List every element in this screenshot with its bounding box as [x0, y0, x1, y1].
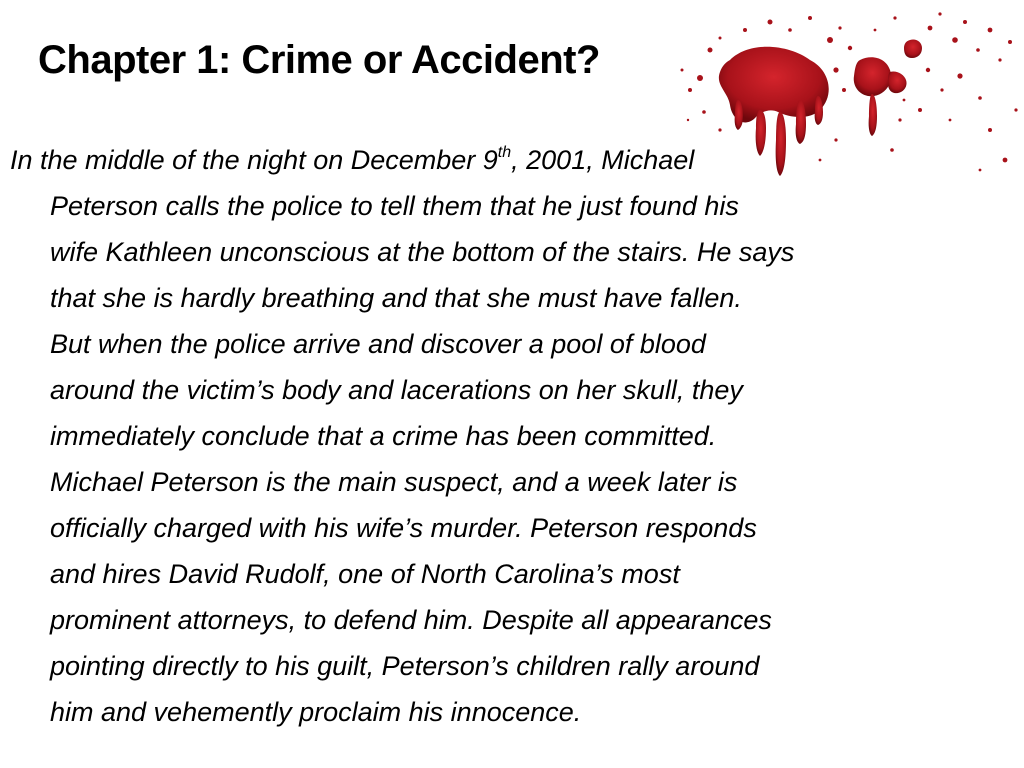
- line-1-text-start: In the middle of the night on December 9: [10, 145, 498, 175]
- paragraph-line-1: [10, 137, 1014, 183]
- line-1-text-end: , 2001, Michael: [511, 145, 695, 175]
- paragraph-line: pointing directly to his guilt, Peterson’s children rally around: [50, 651, 760, 681]
- paragraph-line: prominent attorneys, to defend him. Despite all appearances: [50, 605, 772, 635]
- paragraph-line: officially charged with his wife’s murder. Peterson responds: [50, 513, 757, 543]
- paragraph-line: immediately conclude that a crime has been committed.: [50, 421, 717, 451]
- paragraph-line: and hires David Rudolf, one of North Carolina’s most: [50, 559, 680, 589]
- paragraph-line: him and vehemently proclaim his innocence.: [50, 697, 582, 727]
- paragraph-line: Michael Peterson is the main suspect, and a week later is: [50, 467, 738, 497]
- paragraph-line: wife Kathleen unconscious at the bottom of the stairs. He says: [50, 237, 795, 267]
- paragraph-line: Peterson calls the police to tell them that he just found his: [50, 191, 739, 221]
- ordinal-superscript: th: [497, 144, 512, 161]
- paragraph-line: that she is hardly breathing and that she must have fallen.: [50, 283, 742, 313]
- body-paragraph: [10, 137, 1014, 735]
- slide-title: Chapter 1: Crime or Accident?: [38, 38, 600, 82]
- paragraph-line: But when the police arrive and discover a pool of blood: [50, 329, 706, 359]
- paragraph-line: around the victim’s body and lacerations on her skull, they: [50, 375, 743, 405]
